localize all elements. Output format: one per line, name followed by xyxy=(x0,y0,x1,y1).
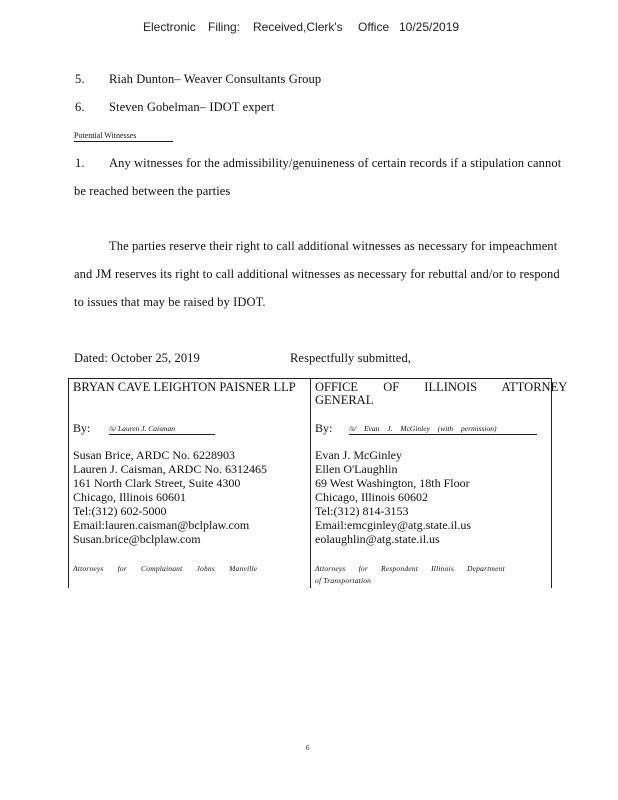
right-attorneys-for-line-1: Attorneys for Respondent Illinois Department xyxy=(315,564,505,573)
right-line-1: Evan J. McGinley xyxy=(315,448,402,462)
signature-table xyxy=(68,378,568,588)
heading-underline xyxy=(74,141,173,142)
dated-line: Dated: October 25, 2019 xyxy=(74,351,200,365)
right-line-6: Email:emcginley@atg.state.il.us xyxy=(315,518,472,532)
witness-6 xyxy=(75,100,275,115)
witness-number: 6. xyxy=(75,100,85,114)
potential-witnesses-heading: Potential Witnesses xyxy=(74,131,137,140)
left-line-2: Lauren J. Caisman, ARDC No. 6312465 xyxy=(73,462,267,476)
right-by-label: By: xyxy=(315,421,333,435)
witness-separator: – xyxy=(174,72,181,86)
right-firm-line-1: OFFICE OF ILLINOIS ATTORNEY xyxy=(315,380,568,394)
left-firm-name: BRYAN CAVE LEIGHTON PAISNER LLP xyxy=(73,380,296,394)
witness-name: Steven Gobelman xyxy=(109,100,200,114)
potential-item-number: 1. xyxy=(75,156,85,170)
potential-item-line-2: be reached between the parties xyxy=(74,184,231,198)
witness-description: IDOT expert xyxy=(209,100,275,114)
right-attorneys-for-line-2: of Transportation xyxy=(315,576,372,585)
witness-line xyxy=(109,72,321,87)
witness-5 xyxy=(75,72,322,87)
right-line-5: Tel:(312) 814-3153 xyxy=(315,504,409,518)
left-line-5: Tel:(312) 602-5000 xyxy=(73,504,167,518)
reserve-line-1: The parties reserve their right to call additional witnesses as necessary for impeachment xyxy=(109,239,558,253)
reserve-line-2: and JM reserves its right to call additional witnesses as necessary for rebuttal and/or to respond xyxy=(74,267,560,281)
right-line-2: Ellen O'Laughlin xyxy=(315,462,398,476)
potential-item-line-1: Any witnesses for the admissibility/genuineness of certain records if a stipulation cannot xyxy=(109,156,562,170)
left-attorneys-for: Attorneys for Complainant Johns Manville xyxy=(73,564,258,573)
complainant-signature-block xyxy=(68,378,309,588)
witness-number: 5. xyxy=(75,72,85,86)
witness-separator: – xyxy=(199,100,207,114)
header-word-received: Received,Clerk's xyxy=(253,20,343,34)
left-line-4: Chicago, Illinois 60601 xyxy=(73,490,186,504)
left-line-7: Susan.brice@bclplaw.com xyxy=(73,532,201,546)
right-line-7: eolaughlin@atg.state.il.us xyxy=(315,532,440,546)
right-firm-line-2: GENERAL xyxy=(315,393,374,407)
left-by-label: By: xyxy=(73,421,91,435)
left-signature: /s/ Lauren J. Caisman xyxy=(109,424,215,435)
witness-name: Riah Dunton xyxy=(109,72,175,86)
left-line-1: Susan Brice, ARDC No. 6228903 xyxy=(73,448,235,462)
witness-description: Weaver Consultants Group xyxy=(183,72,322,86)
respectfully-submitted: Respectfully submitted, xyxy=(290,351,412,365)
right-signature: /s/ Evan J. McGinley (with permission) xyxy=(349,424,537,435)
right-line-4: Chicago, Illinois 60602 xyxy=(315,490,428,504)
reserve-line-3: to issues that may be raised by IDOT. xyxy=(74,295,266,309)
left-line-6: Email:lauren.caisman@bclplaw.com xyxy=(73,518,250,532)
left-line-3: 161 North Clark Street, Suite 4300 xyxy=(73,476,241,490)
header-word-office: Office xyxy=(358,20,390,34)
witness-line xyxy=(109,100,274,115)
header-word-electronic: Electronic xyxy=(143,20,196,34)
respondent-signature-block xyxy=(310,378,568,588)
header-word-filing: Filing: xyxy=(208,20,241,34)
header-date: 10/25/2019 xyxy=(399,20,460,34)
page-number: 6 xyxy=(306,744,310,752)
right-line-3: 69 West Washington, 18th Floor xyxy=(315,476,470,490)
